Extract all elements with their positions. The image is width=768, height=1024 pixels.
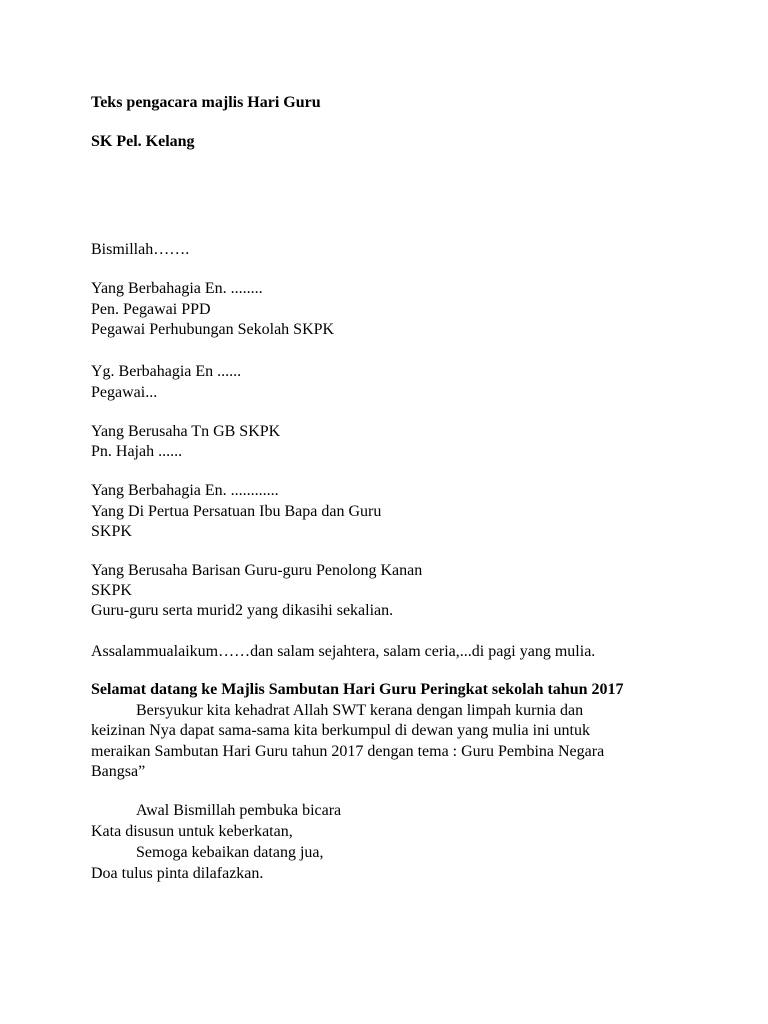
paragraph-line: Bangsa”: [91, 763, 146, 780]
salutation-line: SKPK: [91, 523, 132, 540]
salutation-line: Yang Berusaha Barisan Guru-guru Penolong Kanan: [91, 562, 423, 579]
paragraph-line: Bersyukur kita kehadrat Allah SWT kerana dengan limpah kurnia dan: [136, 702, 584, 719]
poem-line: Doa tulus pinta dilafazkan.: [91, 865, 264, 882]
salutation-line: Pn. Hajah ......: [91, 443, 183, 460]
poem-line: Awal Bismillah pembuka bicara: [136, 802, 342, 819]
salutation-line: Yang Berbahagia En. ........: [91, 280, 263, 297]
poem-line: Kata disusun untuk keberkatan,: [91, 823, 293, 840]
welcome-heading: Selamat datang ke Majlis Sambutan Hari Guru Peringkat sekolah tahun 2017: [91, 681, 624, 698]
salutation-line: Pegawai Perhubungan Sekolah SKPK: [91, 321, 335, 338]
salutation-line: Pen. Pegawai PPD: [91, 301, 211, 318]
document-title: Teks pengacara majlis Hari Guru: [91, 94, 321, 111]
salutation-line: Yang Berusaha Tn GB SKPK: [91, 423, 281, 440]
salutation-line: Yg. Berbahagia En ......: [91, 363, 242, 380]
poem-line: Semoga kebaikan datang jua,: [136, 844, 324, 861]
salutation-line: Pegawai...: [91, 384, 158, 401]
salutation-line: Yang Berbahagia En. ............: [91, 482, 279, 499]
opening-line: Bismillah…….: [91, 241, 190, 258]
paragraph-line: meraikan Sambutan Hari Guru tahun 2017 dengan tema : Guru Pembina Negara: [91, 743, 605, 760]
paragraph-line: keizinan Nya dapat sama-sama kita berkumpul di dewan yang mulia ini untuk: [91, 722, 590, 739]
school-name: SK Pel. Kelang: [91, 133, 195, 150]
greeting-line: Assalammualaikum……dan salam sejahtera, salam ceria,...di pagi yang mulia.: [91, 643, 596, 660]
salutation-line: SKPK: [91, 582, 132, 599]
salutation-line: Yang Di Pertua Persatuan Ibu Bapa dan Guru: [91, 503, 382, 520]
salutation-line: Guru-guru serta murid2 yang dikasihi sekalian.: [91, 602, 394, 619]
